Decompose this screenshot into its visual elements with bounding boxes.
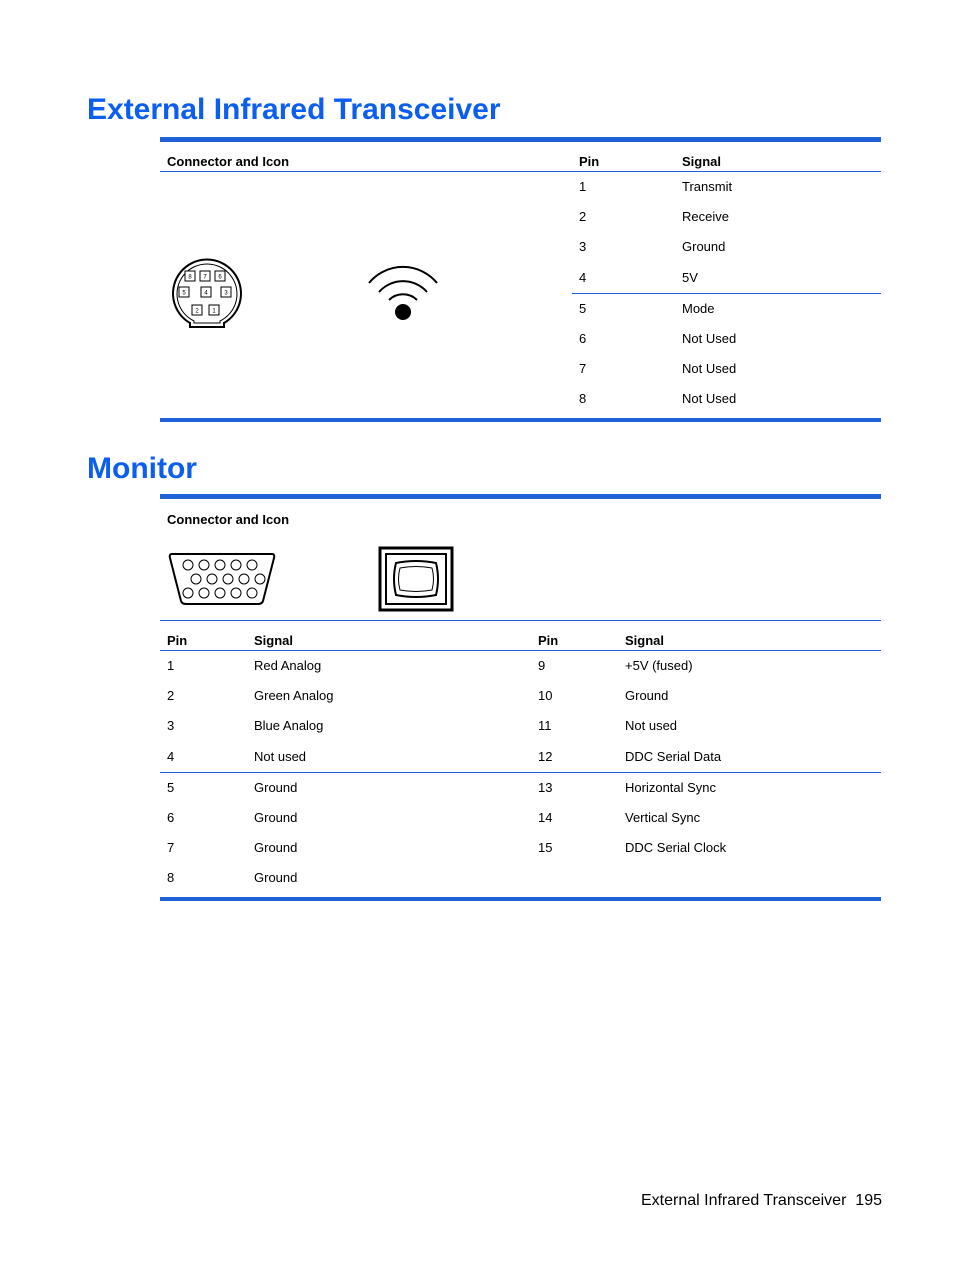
pin-cell: 11 (538, 718, 552, 734)
header-pin: Pin (579, 154, 600, 169)
signal-cell: Not used (254, 748, 307, 764)
signal-cell: Red Analog (254, 658, 322, 673)
page-number: 195 (855, 1192, 882, 1209)
pin-label: 3 (224, 290, 228, 297)
table-row (572, 324, 881, 354)
table-row (160, 773, 881, 803)
monitor-section-title: Monitor (87, 452, 197, 485)
signal-cell: DDC Serial Clock (625, 840, 727, 856)
pin-cell: 8 (579, 391, 587, 407)
table-row (160, 651, 881, 681)
footer-section-title: External Infrared Transceiver (640, 1192, 847, 1209)
pin-cell: 4 (167, 748, 175, 764)
monitor-icon (378, 546, 454, 612)
ir-section-title: External Infrared Transceiver (87, 93, 501, 126)
pin-label: 4 (204, 290, 208, 297)
signal-cell: Ground (254, 779, 298, 795)
header-signal: Signal (682, 154, 722, 169)
pin-cell: 1 (579, 179, 587, 194)
signal-cell: 5V (682, 269, 698, 285)
pin-cell: 8 (167, 870, 175, 886)
signal-cell: +5V (fused) (625, 658, 693, 673)
table-row (160, 803, 881, 833)
table-row (572, 354, 881, 384)
table-row (572, 384, 881, 414)
table-row (572, 202, 881, 232)
pin-label: 5 (182, 290, 186, 297)
pin-cell: 3 (167, 718, 175, 734)
page-footer (641, 1192, 882, 1210)
table-row (572, 172, 881, 202)
table-bottom-rule (160, 418, 881, 422)
table-row (572, 232, 881, 262)
pin-cell: 5 (167, 779, 175, 795)
signal-cell: Ground (682, 239, 726, 255)
signal-cell: Ground (625, 688, 669, 704)
header-signal: Signal (254, 633, 294, 648)
pin-cell: 15 (538, 840, 553, 856)
pin-cell: 12 (538, 748, 553, 764)
signal-cell: Not Used (682, 330, 737, 346)
ir-connector-icon (170, 255, 244, 329)
table-row (572, 263, 881, 293)
signal-cell: Horizontal Sync (625, 779, 717, 795)
pin-cell: 7 (579, 361, 587, 377)
pin-cell: 13 (538, 779, 553, 795)
pin-cell: 10 (538, 688, 553, 704)
vga-connector-icon (168, 551, 276, 607)
pin-label: 7 (203, 274, 207, 281)
table-row (160, 833, 881, 863)
header-connector-and-icon: Connector and Icon (167, 154, 290, 169)
signal-cell: Ground (254, 840, 298, 856)
signal-cell: Not Used (682, 391, 737, 407)
signal-cell: Ground (254, 809, 298, 825)
pin-cell: 2 (167, 688, 175, 704)
signal-cell: Receive (682, 209, 729, 225)
table-header (160, 142, 881, 172)
table-row (160, 742, 881, 772)
pin-cell: 3 (579, 239, 587, 255)
pin-cell: 6 (579, 330, 587, 346)
ir-table (160, 137, 881, 422)
signal-cell: Not Used (682, 361, 737, 377)
pin-cell: 2 (579, 209, 587, 225)
table-row (160, 681, 881, 711)
pin-cell: 6 (167, 809, 175, 825)
header-signal: Signal (625, 633, 665, 648)
header-connector-and-icon: Connector and Icon (167, 512, 290, 527)
signal-cell: Transmit (682, 179, 733, 194)
header-pin: Pin (538, 633, 559, 648)
pin-cell: 4 (579, 269, 587, 285)
signal-cell: Blue Analog (254, 718, 324, 734)
pin-cell: 1 (167, 658, 175, 673)
infrared-signal-icon (365, 263, 441, 323)
pin-cell: 9 (538, 658, 546, 673)
signal-cell: Mode (682, 300, 715, 316)
header-pin: Pin (167, 633, 188, 648)
table-bottom-rule (160, 897, 881, 901)
pin-label: 1 (212, 308, 216, 315)
signal-cell: Vertical Sync (625, 809, 701, 825)
pin-table-header (160, 621, 881, 651)
pin-label: 6 (218, 274, 222, 281)
pin-label: 8 (188, 274, 192, 281)
pin-cell: 14 (538, 809, 553, 825)
signal-cell: Green Analog (254, 688, 334, 704)
signal-cell: Ground (254, 870, 298, 886)
pin-label: 2 (195, 308, 199, 315)
pin-cell: 5 (579, 300, 587, 316)
table-row (572, 294, 881, 324)
table-row (160, 711, 881, 741)
pin-cell: 7 (167, 840, 175, 856)
table-row (160, 863, 881, 893)
signal-cell: Not used (625, 718, 678, 734)
connector-block (160, 499, 881, 621)
signal-cell: DDC Serial Data (625, 748, 722, 764)
monitor-table (160, 494, 881, 901)
